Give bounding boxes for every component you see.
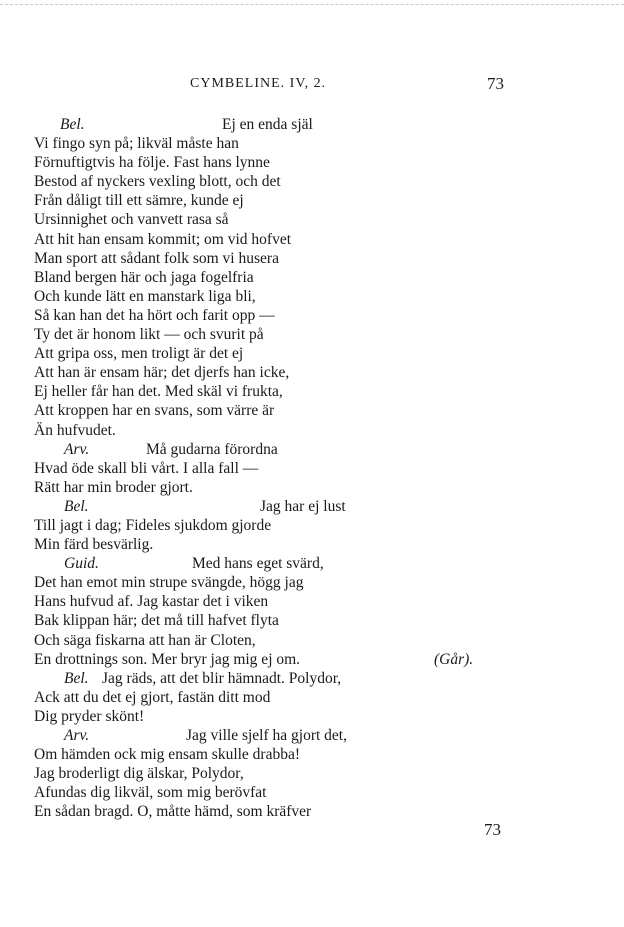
verse-line [34,306,594,325]
verse-line [34,459,594,478]
verse-line [34,764,594,783]
line-text: Må gudarna förordna [146,440,278,458]
verse-text [34,115,594,821]
line-text: Bak klippan här; det må till hafvet flyta [34,612,279,630]
verse-line [34,745,594,764]
verse-line [34,497,594,516]
verse-line [34,726,594,745]
line-text: Om hämden ock mig ensam skulle drabba! [34,746,301,764]
verse-line [34,230,594,249]
verse-line [34,115,594,134]
line-text: Hans hufvud af. Jag kastar det i viken [34,593,269,611]
line-text: Ursinnighet och vanvett rasa så [34,211,229,229]
verse-line [34,287,594,306]
line-text: Och kunde lätt en manstark liga bli, [34,287,256,305]
verse-line [34,650,594,669]
speaker-name: Arv. [64,440,90,458]
page-number-top: 73 [487,74,504,93]
line-text: Min färd besvärlig. [34,536,154,554]
line-text: Att gripa oss, men troligt är det ej [34,345,244,363]
verse-line [34,478,594,497]
stage-direction: (Går). [434,650,474,668]
line-text: Jag broderligt dig älskar, Polydor, [34,765,244,783]
verse-line [34,191,594,210]
speaker-name: Bel. [60,116,85,133]
line-text: Så kan han det ha hört och farit opp — [34,306,275,324]
line-text: Jag har ej lust [260,497,346,515]
verse-line [34,363,594,382]
verse-line [34,401,594,420]
verse-line [34,344,594,363]
line-text: Dig pryder skönt! [34,707,145,725]
page-number-bottom: 73 [484,820,501,839]
line-text: Hvad öde skall bli vårt. I alla fall — [34,459,259,477]
line-text: Från dåligt till ett sämre, kunde ej [34,192,244,210]
line-text: Ej en enda själ [222,116,313,133]
speaker-name: Bel. [64,497,89,515]
line-text: Än hufvudet. [34,421,116,439]
verse-line [34,573,594,592]
verse-line [34,325,594,344]
speaker-name: Guid. [64,555,99,573]
line-text: Jag räds, att det blir hämnadt. Polydor, [102,669,342,687]
verse-line [34,440,594,459]
line-text: Det han emot min strupe svängde, högg jag [34,574,304,592]
running-title: CYMBELINE. IV, 2. [190,76,327,91]
verse-line [34,669,594,688]
line-text: Rätt har min broder gjort. [34,478,193,496]
line-text: Till jagt i dag; Fideles sjukdom gjorde [34,516,272,534]
line-text: Att kroppen har en svans, som värre är [34,402,275,420]
verse-line [34,535,594,554]
verse-line [34,134,594,153]
line-text: Ej heller får han det. Med skäl vi frukta, [34,383,283,401]
verse-line [34,554,594,573]
verse-line [34,153,594,172]
verse-line [34,421,594,440]
speaker-name: Bel. [64,669,89,687]
line-text: Afundas dig likväl, som mig berövfat [34,784,267,802]
verse-line [34,592,594,611]
line-text: En drottnings son. Mer bryr jag mig ej om. [34,650,301,668]
line-text: Ack att du det ej gjort, fastän ditt mod [34,688,271,706]
verse-line [34,688,594,707]
line-text: Med hans eget svärd, [192,555,324,573]
line-text: Bestod af nyckers vexling blott, och det [34,173,281,191]
verse-line [34,802,594,821]
top-edge-rule [0,4,624,5]
line-text: Att hit han ensam kommit; om vid hofvet [34,230,292,248]
line-text: Vi fingo syn på; likväl måste han [34,135,239,153]
line-text: Man sport att sådant folk som vi husera [34,249,279,267]
line-text: Bland bergen här och jaga fogelfria [34,268,254,286]
verse-line [34,516,594,535]
line-text: En sådan bragd. O, måtte hämd, som kräfver [34,803,312,821]
verse-line [34,631,594,650]
verse-line [34,268,594,287]
line-text: Ty det är honom likt — och svurit på [34,326,264,344]
line-text: Att han är ensam här; det djerfs han icke, [34,364,290,382]
verse-line [34,249,594,268]
line-text: Förnuftigtvis ha följe. Fast hans lynne [34,154,270,172]
page-header [0,76,624,96]
line-text: Jag ville sjelf ha gjort det, [186,727,347,744]
verse-line [34,783,594,802]
line-text: Och säga fiskarna att han är Cloten, [34,631,256,649]
verse-line [34,707,594,726]
verse-line [34,172,594,191]
verse-line [34,210,594,229]
verse-line [34,611,594,630]
speaker-name: Arv. [64,727,90,744]
verse-line [34,382,594,401]
